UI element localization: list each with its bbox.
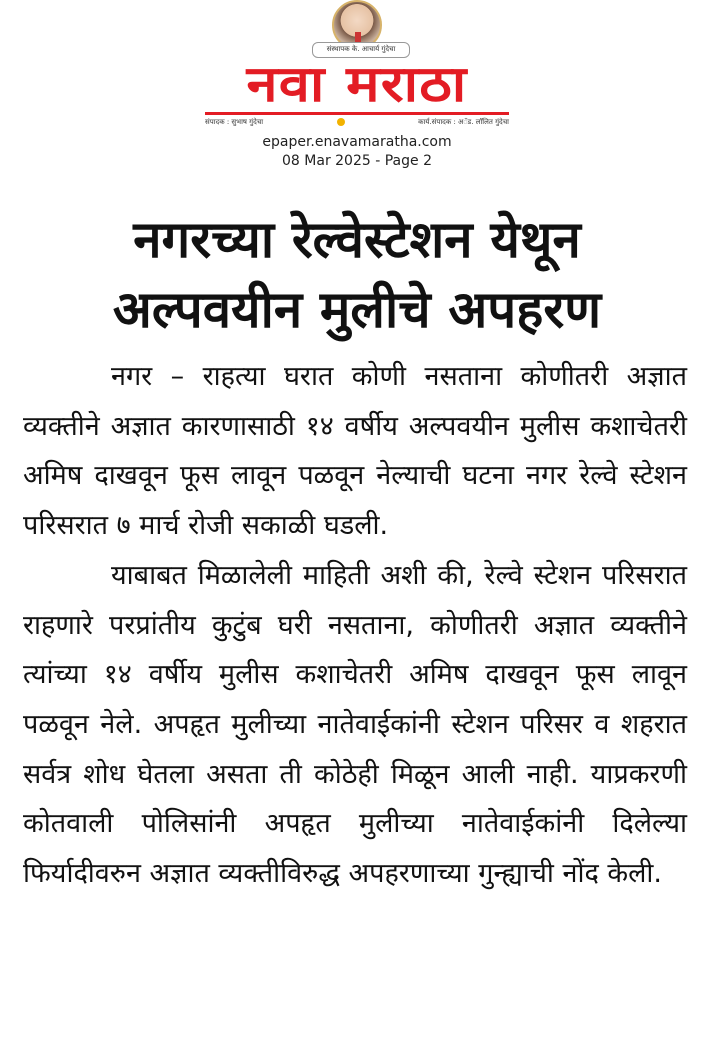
headline-line-1: नगरच्या रेल्वेस्टेशन येथून: [133, 211, 581, 270]
article-paragraph-1: नगर – राहत्या घरात कोणी नसताना कोणीतरी अज्ञात व्यक्तीने अज्ञात कारणासाठी १४ वर्षीय अल्पवयीन मुलीस कशाचेतरी अमिष दाखवून फूस लावून पळवून नेल्याची घटना नगर रेल्वे स्टेशन परिसरात ७ मार्च रोजी सकाळी घडली.: [23, 361, 687, 542]
source-site: epaper.enavamaratha.com: [262, 134, 452, 150]
article-paragraph-2: याबाबत मिळालेली माहिती अशी की, रेल्वे स्टेशन परिसरात राहणारे परप्रांतीय कुटुंब घरी नसताना, कोणीतरी अज्ञात व्यक्तीने त्यांच्या १४ वर्षीय मुलीस कशाचेतरी अमिष दाखवून फूस लावून पळवून नेले. अपहृत मुलीच्या नातेवाईकांनी स्टेशन परिसर व शहरात सर्वत्र शोध घेतला असता ती कोठेही मिळून आली नाही. याप्रकरणी कोतवाली पोलिसांनी अपहृत मुलीच्या नातेवाईकांनी दिलेल्या फिर्यादीवरुन अज्ञात व्यक्तीविरुद्ध अपहरणाच्या गुन्ह्याची नोंद केली.: [23, 559, 687, 890]
headline-line-2: अल्पवयीन मुलीचे अपहरण: [112, 281, 602, 340]
source-date-page: 08 Mar 2025 - Page 2: [282, 153, 432, 169]
sun-icon: [337, 118, 345, 126]
newspaper-masthead: [205, 0, 509, 130]
article-body: [23, 352, 687, 899]
editor-left: संपादक : सुभाष गुंदेचा: [205, 118, 264, 126]
founder-caption: संस्थापक के. आचार्य गुंदेचा: [312, 42, 410, 58]
editor-credits: [205, 112, 509, 129]
editor-right: कार्य.संपादक : अॅड. लाॅलित गुंदेचा: [418, 118, 509, 126]
newspaper-logo: नवा मराठा: [246, 55, 468, 113]
